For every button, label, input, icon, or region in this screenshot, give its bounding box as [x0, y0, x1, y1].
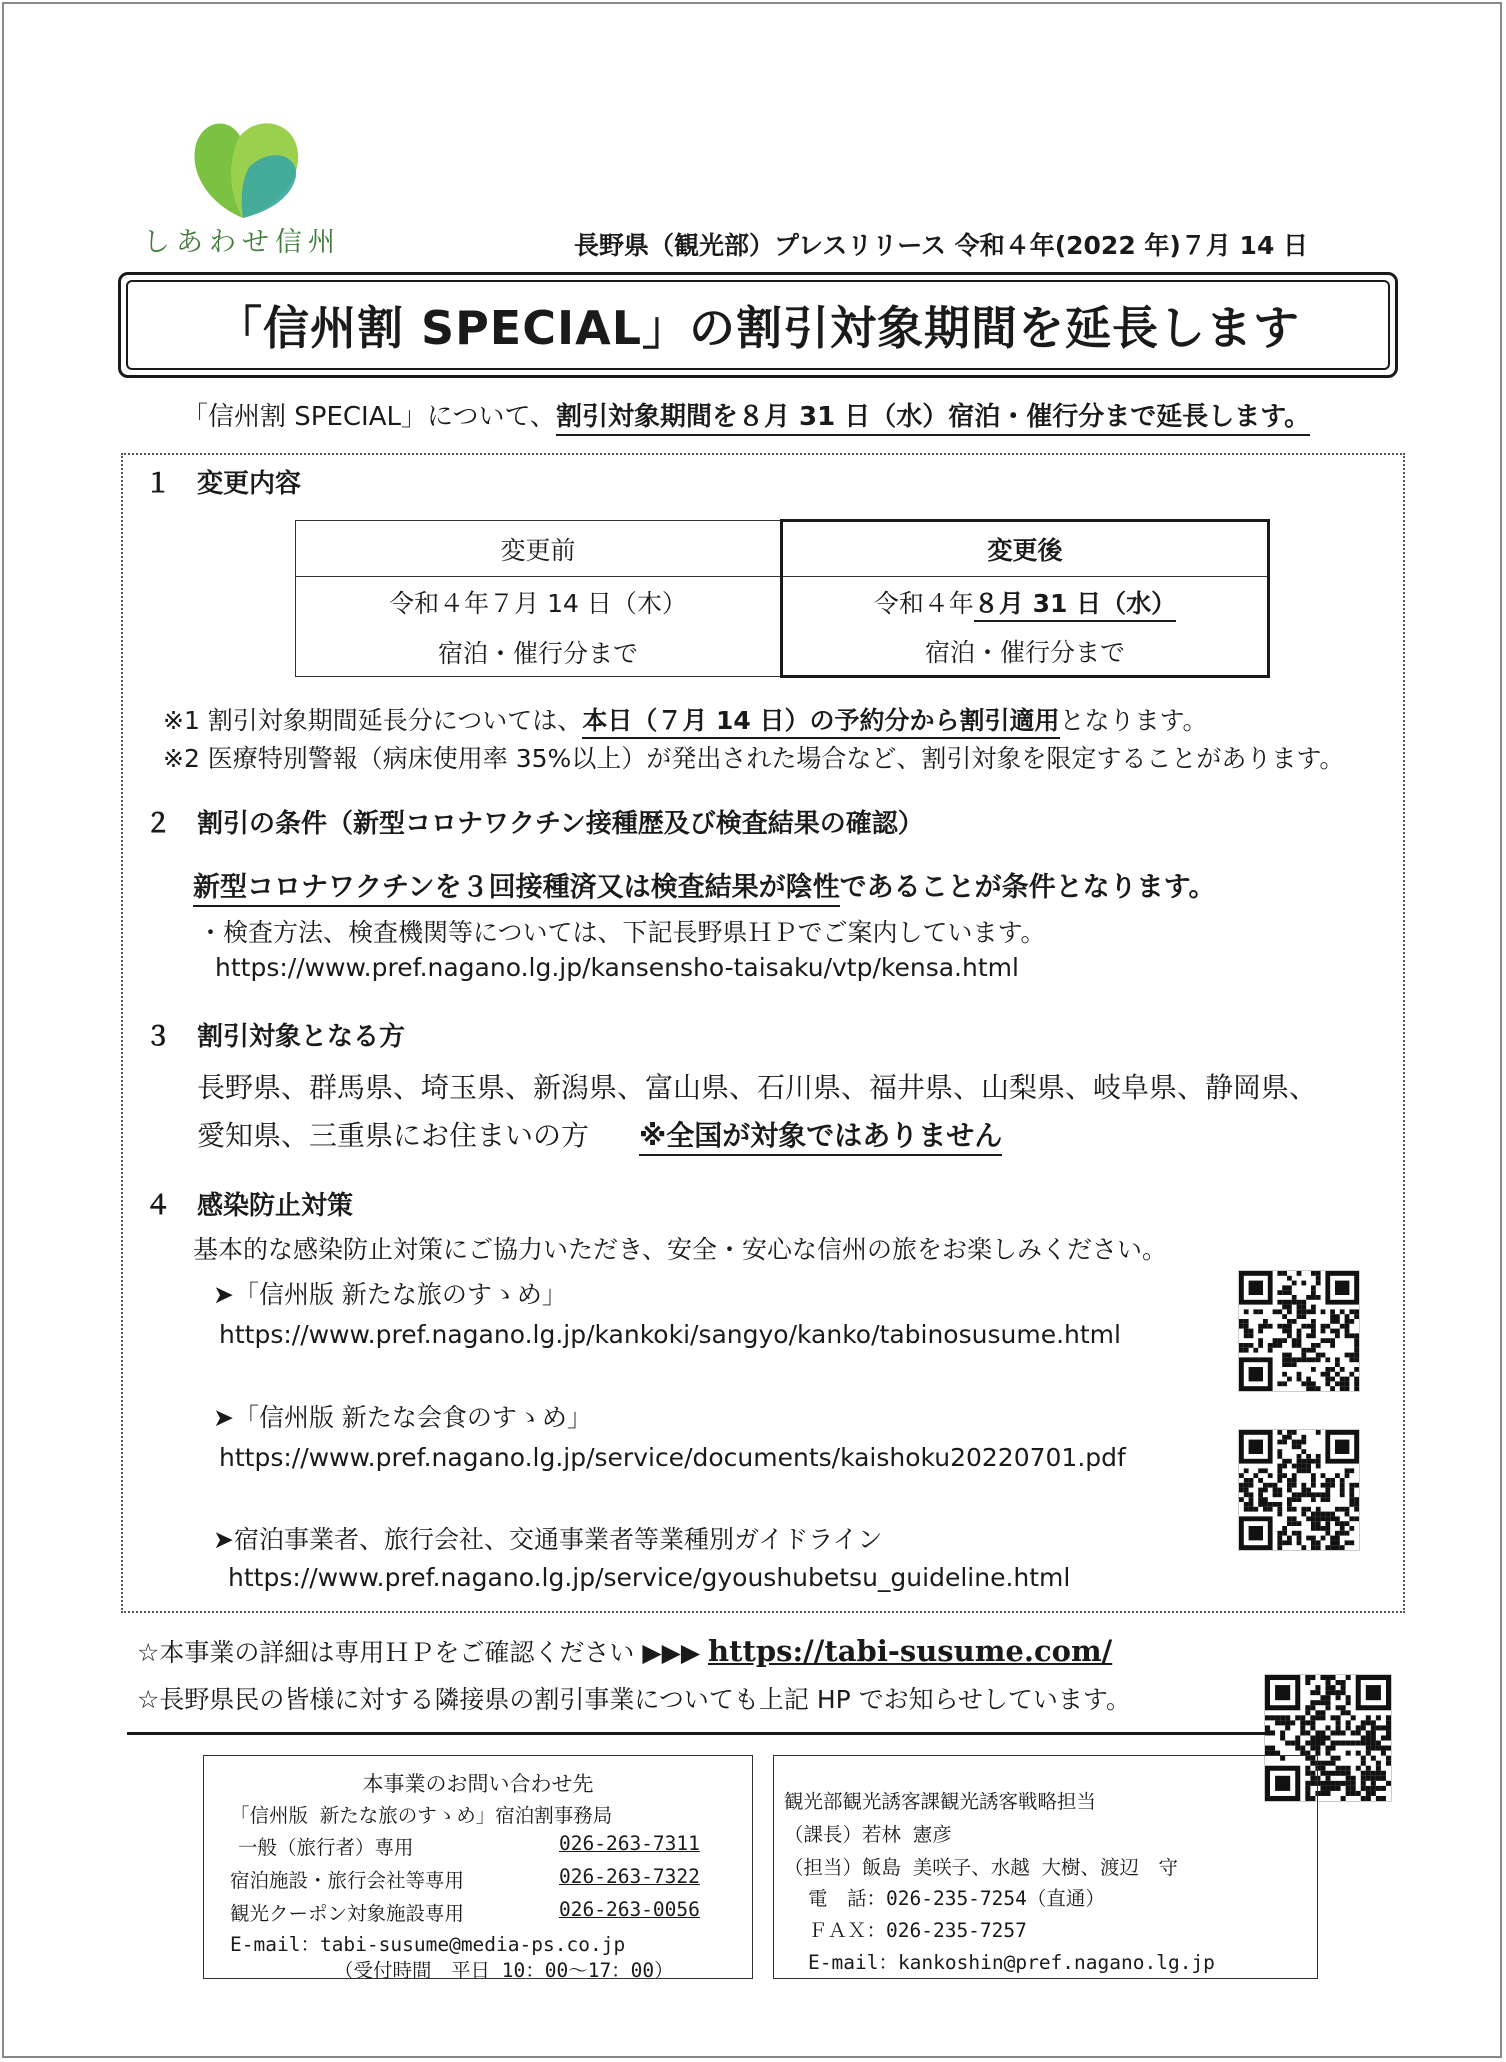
qr-code-dining[interactable]	[1238, 1429, 1360, 1551]
dept-tel[interactable]: 電 話：026-235-7254（直通）	[808, 1887, 1105, 1910]
contact-box-right	[773, 1755, 1318, 1979]
link-url-dining[interactable]: https://www.pref.nagano.lg.jp/service/documents/kaishoku20220701.pdf	[219, 1443, 1126, 1472]
nationwide-notice: ※全国が対象ではありません	[639, 1114, 1002, 1154]
condition-text: 新型コロナワクチンを３回接種済又は検査結果が陰性であることが条件となります。	[193, 865, 1216, 904]
test-url[interactable]: https://www.pref.nagano.lg.jp/kansensho-taisaku/vtp/kensa.html	[215, 953, 1019, 982]
dept-fax: ＦＡＸ：026-235-7257	[808, 1919, 1027, 1942]
prevention-intro: 基本的な感染防止対策にご協力いただき、安全・安心な信州の旅をお楽しみください。	[193, 1235, 1168, 1264]
note-2: ※2 医療特別警報（病床使用率 35%以上）が発出された場合など、割引対象を限定することがあります。	[163, 744, 1345, 773]
title-box	[118, 272, 1398, 378]
contact-label-general: 一般（旅行者）専用	[238, 1836, 414, 1859]
contact-label-coupon: 観光クーポン対象施設専用	[230, 1902, 465, 1925]
lead-text	[182, 396, 1310, 433]
before-header: 変更前	[296, 521, 782, 577]
link-label-guideline: ➤宿泊事業者、旅行会社、交通事業者等業種別ガイドライン	[213, 1525, 883, 1554]
dept-name: 観光部観光誘客課観光誘客戦略担当	[784, 1790, 1097, 1813]
section4-heading: ４ 感染防止対策	[145, 1191, 354, 1221]
before-date: 令和４年７月 14 日（木）	[296, 577, 782, 628]
site-url-link[interactable]: https://tabi-susume.com/	[708, 1634, 1113, 1668]
contact-label-lodging: 宿泊施設・旅行会社等専用	[230, 1869, 465, 1892]
link-url-guideline[interactable]: https://www.pref.nagano.lg.jp/service/gyoushubetsu_guideline.html	[228, 1563, 1071, 1592]
section3-heading: ３ 割引対象となる方	[145, 1022, 406, 1052]
footer-note-1: ☆本事業の詳細は専用ＨＰをご確認ください ▶▶▶ https://tabi-susume.com/	[137, 1634, 1113, 1668]
contact-phone-lodging[interactable]: 026-263-7322	[559, 1865, 700, 1888]
after-header: 変更後	[782, 521, 1269, 577]
page-title: 「信州割 SPECIAL」の割引対象期間を延長します	[126, 280, 1390, 370]
dept-chief: （課長）若林 憲彦	[784, 1823, 952, 1846]
link-label-travel: ➤「信州版 新たな旅のすゝめ」	[213, 1280, 567, 1309]
section1-heading: １ 変更内容	[145, 469, 302, 499]
qr-code-travel[interactable]	[1238, 1270, 1360, 1392]
contact-box-left	[203, 1755, 753, 1982]
lead-prefix: 「信州割 SPECIAL」について、	[182, 402, 556, 432]
link-url-travel[interactable]: https://www.pref.nagano.lg.jp/kankoki/sangyo/kanko/tabinosusume.html	[219, 1320, 1121, 1349]
section2-heading: ２ 割引の条件（新型コロナワクチン接種歴及び検査結果の確認）	[145, 809, 924, 839]
contact-title: 本事業のお問い合わせ先	[362, 1772, 594, 1796]
contact-hours: （受付時間 平日 10：00～17：00）	[334, 1959, 674, 1982]
link-label-dining: ➤「信州版 新たな会食のすゝめ」	[213, 1403, 592, 1432]
lead-emphasis: 割引対象期間を８月 31 日（水）宿泊・催行分まで延長します。	[556, 402, 1310, 436]
dept-email[interactable]: E-mail：kankoshin@pref.nagano.lg.jp	[808, 1951, 1215, 1974]
contact-phone-coupon[interactable]: 026-263-0056	[559, 1898, 700, 1921]
release-line: 長野県（観光部）プレスリリース 令和４年(2022 年)７月 14 日	[574, 231, 1309, 260]
contact-email[interactable]: E-mail：tabi-susume@media-ps.co.jp	[230, 1933, 626, 1956]
after-scope: 宿泊・催行分まで	[782, 627, 1269, 677]
after-date: 令和４年８月 31 日（水）	[782, 577, 1269, 628]
shinshu-heart-logo	[188, 116, 303, 221]
prefecture-list-1: 長野県、群馬県、埼玉県、新潟県、富山県、石川県、福井県、山梨県、岐阜県、静岡県、	[197, 1071, 1318, 1104]
dept-staff: （担当）飯島 美咲子、水越 大樹、渡辺 守	[784, 1856, 1178, 1879]
contact-phone-general[interactable]: 026-263-7311	[559, 1832, 700, 1855]
prefecture-list-2: 愛知県、三重県にお住まいの方	[197, 1119, 590, 1152]
footer-note-2: ☆長野県民の皆様に対する隣接県の割引事業についても上記 HP でお知らせしています。	[137, 1685, 1131, 1714]
before-scope: 宿泊・催行分まで	[296, 627, 782, 677]
divider-rule	[127, 1732, 1267, 1735]
note-1: ※1 割引対象期間延長分については、本日（７月 14 日）の予約分から割引適用となります。	[163, 701, 1208, 737]
logo-caption: しあわせ信州	[143, 227, 341, 258]
test-note: ・検査方法、検査機関等については、下記長野県ＨＰでご案内しています。	[198, 918, 1046, 947]
change-table	[295, 519, 1270, 678]
contact-office: 「信州版 新たな旅のすゝめ」宿泊割事務局	[230, 1804, 613, 1827]
